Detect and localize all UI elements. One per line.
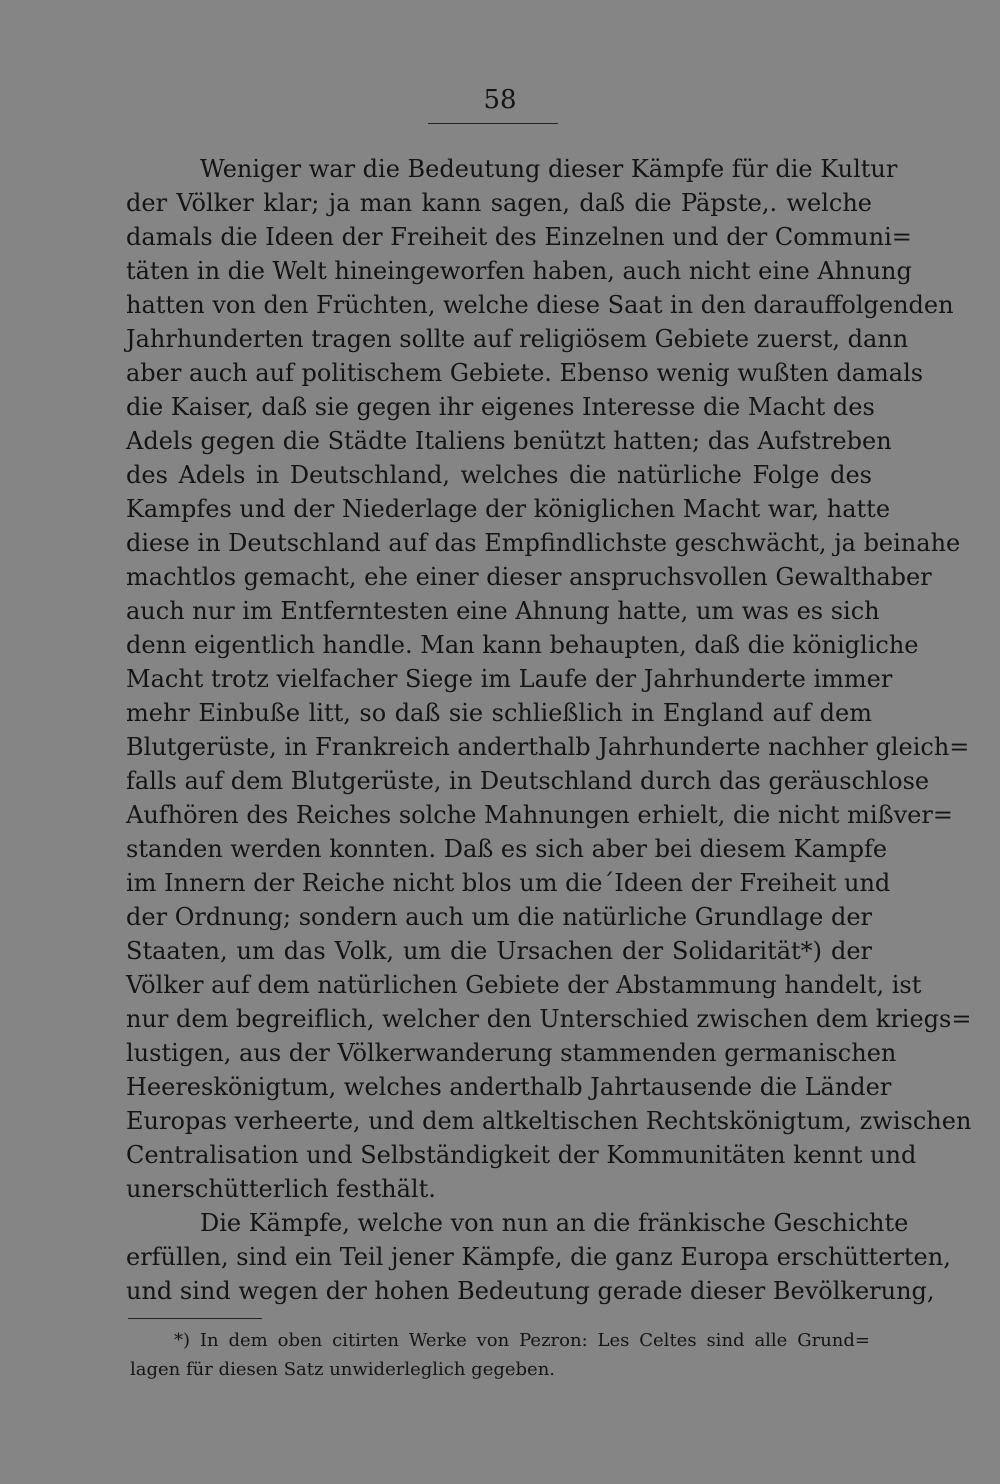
text-line: erfüllen, sind ein Teil jener Kämpfe, die ganz Europa erschütterten, (126, 1243, 951, 1271)
text-line: Adels gegen die Städte Italiens benützt hatten; das Aufstreben (126, 427, 892, 455)
body-text (126, 152, 972, 1308)
footnote-rule (128, 1318, 262, 1319)
text-line: aber auch auf politischem Gebiete. Ebenso wenig wußten damals (126, 359, 924, 387)
text-line: lustigen, aus der Völkerwanderung stammenden germanischen (126, 1039, 897, 1067)
text-line: unerschütterlich festhält. (126, 1175, 436, 1203)
text-line: die Kaiser, daß sie gegen ihr eigenes Interesse die Macht des (126, 393, 875, 421)
text-line: Jahrhunderten tragen sollte auf religiösem Gebiete zuerst, dann (126, 325, 909, 353)
text-line: Weniger war die Bedeutung dieser Kämpfe für die Kultur (200, 155, 898, 183)
footnote-line: lagen für diesen Satz unwiderleglich gegeben. (130, 1359, 556, 1380)
text-line: hatten von den Früchten, welche diese Saat in den darauffolgenden (126, 291, 954, 319)
page-number-rule (428, 123, 558, 124)
footnote-line: *) In dem oben citirten Werke von Pezron: Les Celtes sind alle Grund= (174, 1330, 870, 1351)
text-line: Aufhören des Reiches solche Mahnungen erhielt, die nicht mißver= (126, 801, 953, 829)
paragraph-1 (126, 152, 972, 1206)
paragraph-2 (126, 1206, 951, 1308)
text-line: des Adels in Deutschland, welches die natürliche Folge des (126, 461, 872, 489)
text-line: mehr Einbuße litt, so daß sie schließlich in England auf dem (126, 699, 872, 727)
text-line: der Völker klar; ja man kann sagen, daß die Päpste,. welche (126, 189, 872, 217)
text-line: Heereskönigtum, welches anderthalb Jahrtausende die Länder (126, 1073, 892, 1101)
text-line: nur dem begreiflich, welcher den Unterschied zwischen dem kriegs= (126, 1005, 972, 1033)
text-line: Kampfes und der Niederlage der königlichen Macht war, hatte (126, 495, 891, 523)
text-line: machtlos gemacht, ehe einer dieser anspruchsvollen Gewalthaber (126, 563, 932, 591)
text-line: auch nur im Entferntesten eine Ahnung hatte, um was es sich (126, 597, 880, 625)
text-line: der Ordnung; sondern auch um die natürliche Grundlage der (126, 903, 872, 931)
text-line: standen werden konnten. Daß es sich aber bei diesem Kampfe (126, 835, 888, 863)
text-line: falls auf dem Blutgerüste, in Deutschland durch das geräuschlose (126, 767, 930, 795)
text-line: und sind wegen der hohen Bedeutung gerade dieser Bevölkerung, (126, 1277, 935, 1305)
text-line: Europas verheerte, und dem altkeltischen Rechtskönigtum, zwischen (126, 1107, 972, 1135)
text-line: täten in die Welt hineingeworfen haben, auch nicht eine Ahnung (126, 257, 912, 285)
text-line: Macht trotz vielfacher Siege im Laufe der Jahrhunderte immer (126, 665, 893, 693)
text-line: Staaten, um das Volk, um die Ursachen der Solidarität*) der (126, 937, 872, 965)
text-line: denn eigentlich handle. Man kann behaupten, daß die königliche (126, 631, 919, 659)
text-line: Die Kämpfe, welche von nun an die fränkische Geschichte (200, 1209, 909, 1237)
text-line: damals die Ideen der Freiheit des Einzelnen und der Communi= (126, 223, 912, 251)
footnote (130, 1326, 870, 1384)
page-number: 58 (483, 85, 517, 115)
text-line: im Innern der Reiche nicht blos um die´Ideen der Freiheit und (126, 869, 891, 897)
text-line: Völker auf dem natürlichen Gebiete der Abstammung handelt, ist (126, 971, 922, 999)
text-line: diese in Deutschland auf das Empfindlichste geschwächt, ja beinahe (126, 529, 961, 557)
text-line: Centralisation und Selbständigkeit der Kommunitäten kennt und (126, 1141, 917, 1169)
text-line: Blutgerüste, in Frankreich anderthalb Jahrhunderte nachher gleich= (126, 733, 970, 761)
